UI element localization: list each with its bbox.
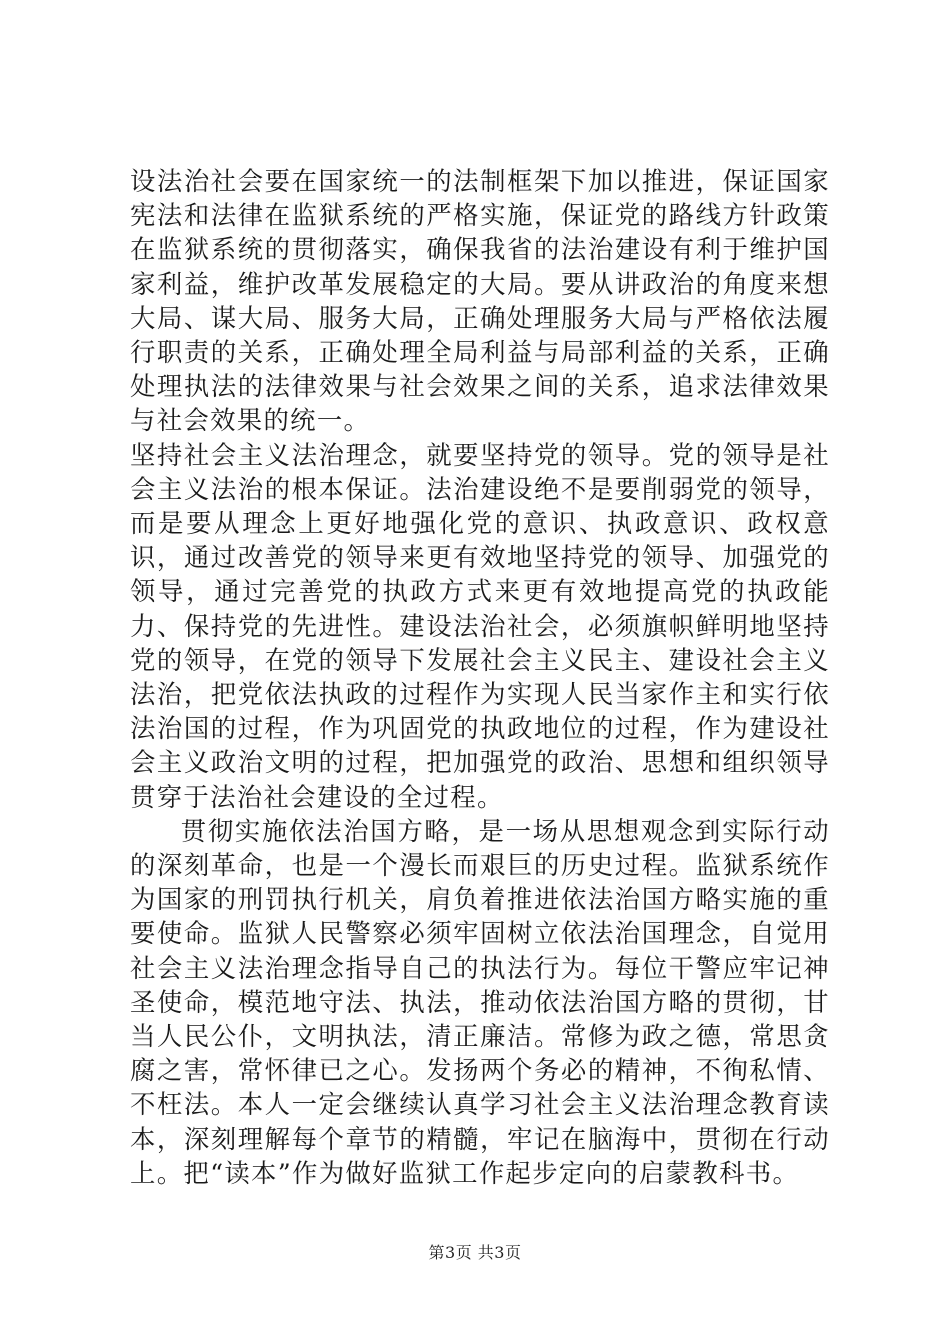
document-body: [130, 164, 830, 1190]
page-number-footer: 第3页 共3页: [428, 1243, 522, 1262]
paragraph: 坚持社会主义法治理念，就要坚持党的领导。党的领导是社会主义法治的根本保证。法治建设绝不是要削弱党的领导，而是要从理念上更好地强化党的意识、执政意识、政权意识，通过改善党的领导来更有效地坚持党的领导、加强党的领导，通过完善党的执政方式来更有效地提高党的执政能力、保持党的先进性。建设法治社会，必须旗帜鲜明地坚持党的领导，在党的领导下发展社会主义民主、建设社会主义法治，把党依法执政的过程作为实现人民当家作主和实行依法治国的过程，作为巩固党的执政地位的过程，作为建设社会主义政治文明的过程，把加强党的政治、思想和组织领导贯穿于法治社会建设的全过程。: [130, 439, 830, 812]
paragraph: 贯彻实施依法治国方略，是一场从思想观念到实际行动的深刻革命，也是一个漫长而艰巨的历史过程。监狱系统作为国家的刑罚执行机关，肩负着推进依法治国方略实施的重要使命。监狱人民警察必须牢固树立依法治国理念，自觉用社会主义法治理念指导自己的执法行为。每位干警应牢记神圣使命，模范地守法、执法，推动依法治国方略的贯彻，甘当人民公仆，文明执法，清正廉洁。常修为政之德，常思贪腐之害，常怀律已之心。发扬两个务必的精神，不徇私情、不枉法。本人一定会继续认真学习社会主义法治理念教育读本，深刻理解每个章节的精髓，牢记在脑海中，贯彻在行动上。把“读本”作为做好监狱工作起步定向的启蒙教科书。: [130, 815, 830, 1188]
paragraph: 设法治社会要在国家统一的法制框架下加以推进，保证国家宪法和法律在监狱系统的严格实施，保证党的路线方针政策在监狱系统的贯彻落实，确保我省的法治建设有利于维护国家利益，维护改革发展稳定的大局。要从讲政治的角度来想大局、谋大局、服务大局，正确处理服务大局与严格依法履行职责的关系，正确处理全局利益与局部利益的关系，正确处理执法的法律效果与社会效果之间的关系，追求法律效果与社会效果的统一。: [130, 166, 830, 436]
